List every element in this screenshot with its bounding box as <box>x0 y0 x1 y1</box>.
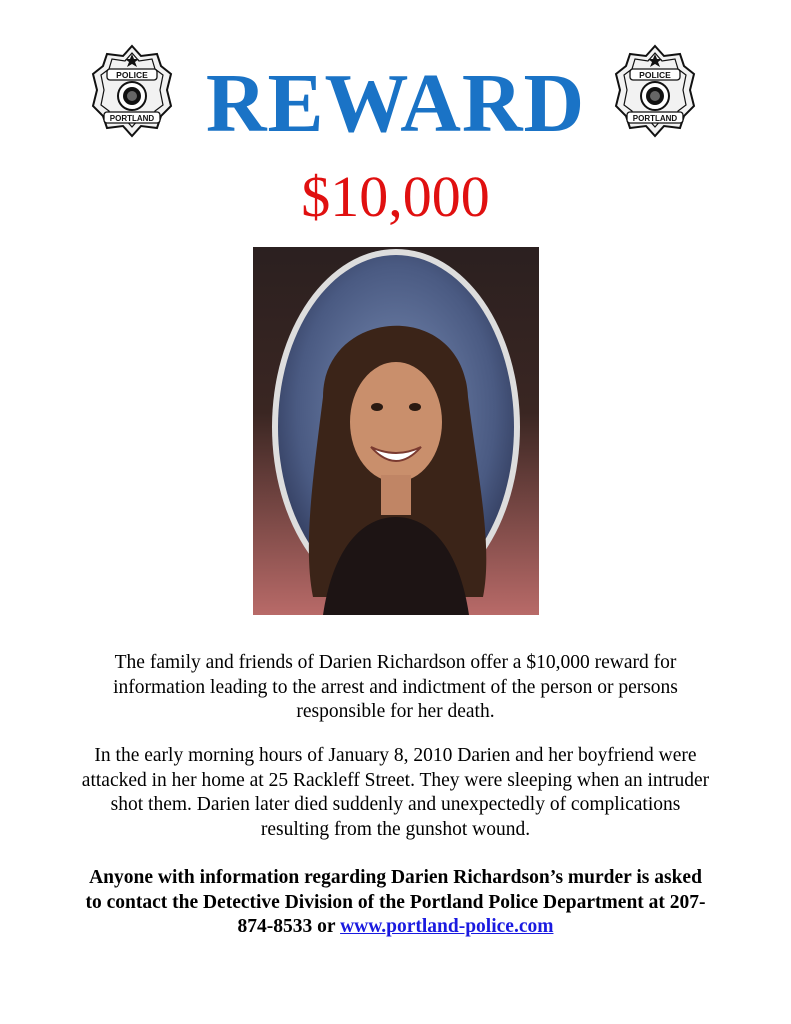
police-website-link[interactable]: www.portland-police.com <box>340 916 554 937</box>
victim-photo <box>253 247 539 615</box>
badge-bottom-text: PORTLAND <box>109 114 155 123</box>
badge-bottom-text: PORTLAND <box>632 114 678 123</box>
badge-top-text: POLICE <box>639 70 671 80</box>
incident-paragraph: In the early morning hours of January 8, 2010 Darien and her boyfriend were attacked in her home at 25 Rackleff Street. They were sleeping when an intruder shot them. Darien later died suddenly and unexpectedly of complications resulting from the gunshot wound. <box>81 745 710 840</box>
reward-amount: $10,000 <box>301 164 490 229</box>
portrait-image <box>253 247 539 615</box>
badge-top-text: POLICE <box>116 70 148 80</box>
contact-text: Anyone with information regarding Darien Richardson’s murder is asked to contact the Detective Division of the Portland Police Department at 207-874-8533 or <box>85 867 706 937</box>
reward-offer-paragraph: The family and friends of Darien Richardson offer a $10,000 reward for information leading to the arrest and indictment of the person or persons responsible for her death. <box>113 652 678 722</box>
reward-title: REWARD <box>205 57 586 150</box>
contact-paragraph <box>80 866 711 940</box>
